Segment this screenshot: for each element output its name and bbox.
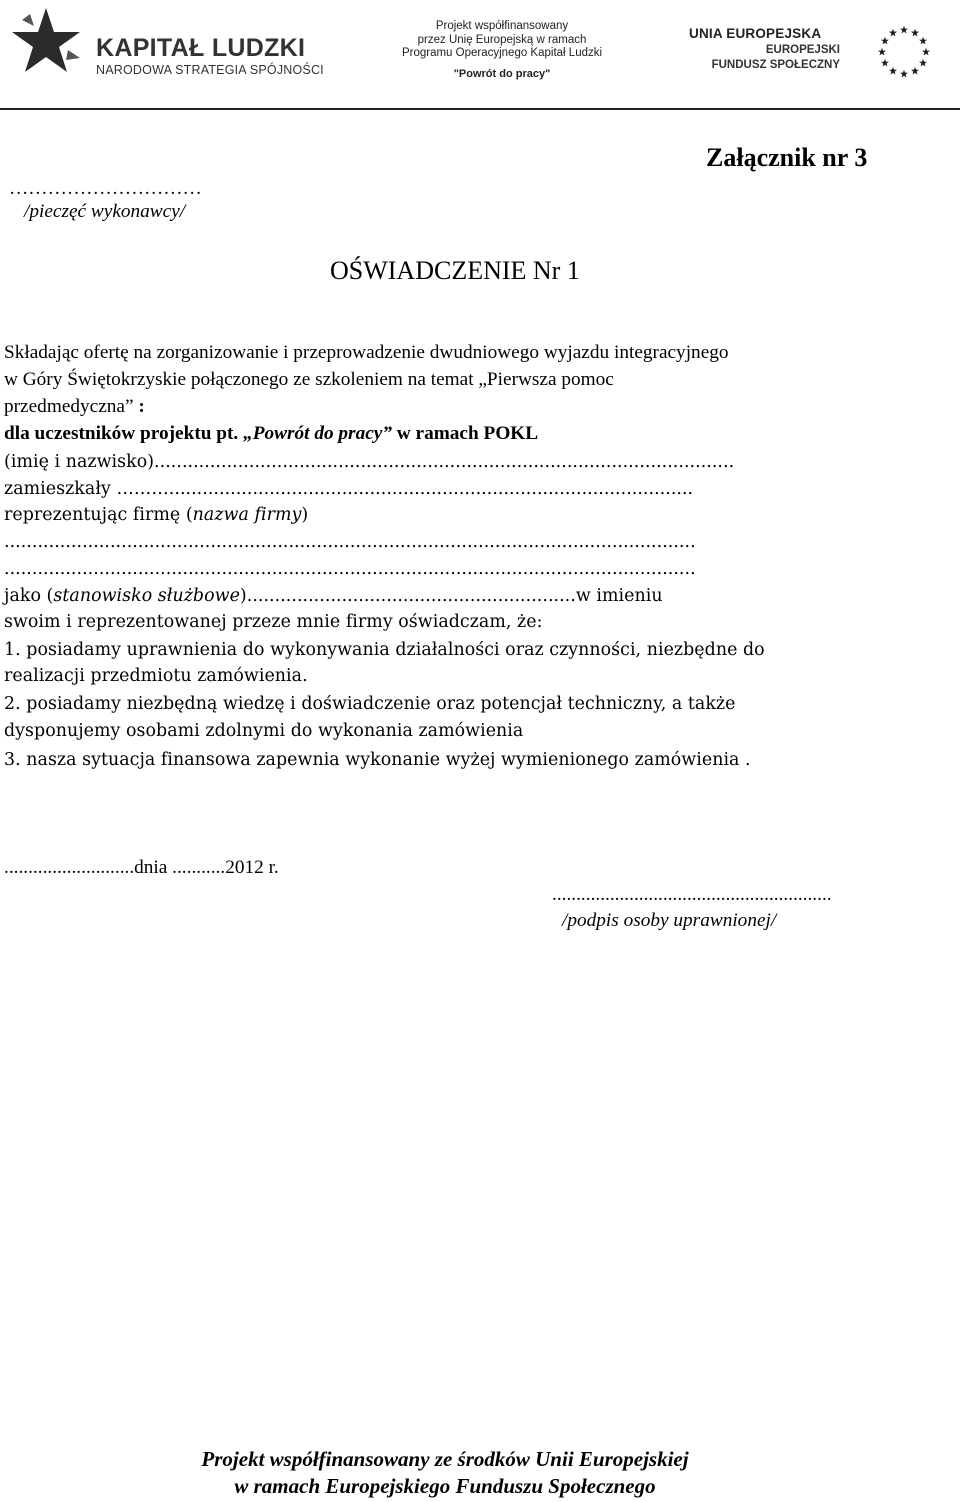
declaration-1: 1. posiadamy uprawnienia do wykonywania działalności oraz czynności, niezbędne do: [4, 640, 765, 660]
eu-star-icon: [881, 59, 889, 67]
eu-logo-title: UNIA EUROPEJSKA: [689, 26, 822, 41]
body-line-4: [4, 422, 538, 446]
signature-label: /podpis osoby uprawnionej/: [562, 910, 777, 931]
position-label: jako (: [4, 586, 54, 606]
residence-ellipsis: ………: [116, 479, 169, 499]
project-name: „Powrót do pracy”: [243, 423, 392, 444]
eu-star-icon: [919, 59, 927, 67]
name-field-line: (imię i nazwisko)........................................................................................................: [4, 452, 735, 472]
position-label-italic: stanowisko służbowe: [53, 586, 240, 606]
declaration-1-cont: realizacji przedmiotu zamówienia.: [4, 666, 308, 686]
position-field-line: [4, 584, 663, 608]
body-line-3-colon: :: [133, 396, 145, 417]
company-label-italic: nazwa firmy: [192, 505, 302, 525]
project-logo-line2: przez Unię Europejską w ramach: [417, 33, 587, 46]
residence-label: zamieszkały: [4, 479, 117, 499]
body-line-1: Składając ofertę na zorganizowanie i przeprowadzenie dwudniowego wyjazdu integracyjnego: [4, 342, 729, 363]
footer-line-2: w ramach Europejskiego Funduszu Społecznego: [234, 1474, 656, 1498]
company-dots-line-1: ............................................................................................................................: [4, 532, 696, 552]
residence-dots: ..............................................................................................: [168, 479, 694, 499]
eu-star-icon: [919, 37, 927, 45]
eu-social-fund-logo: [686, 22, 936, 82]
eu-star-icon: [911, 29, 919, 37]
eu-star-icon: [911, 67, 919, 75]
eu-star-icon: [881, 37, 889, 45]
project-intro: dla uczestników projektu pt.: [4, 423, 244, 444]
project-logo-line3: Programu Operacyjnego Kapitał Ludzki: [401, 47, 603, 59]
kapital-ludzki-title: KAPITAŁ LUDZKI: [96, 34, 306, 62]
kapital-ludzki-logo: [8, 6, 338, 76]
declaration-3: 3. nasza sytuacja finansowa zapewnia wykonanie wyżej wymienionego zamówienia .: [4, 750, 751, 770]
project-logo-line1: Projekt współfinansowany: [435, 20, 569, 32]
date-line: ...........................dnia ...........2012 r.: [4, 857, 279, 878]
project-cofinanced-logo: [392, 20, 612, 82]
residence-field-line: [4, 477, 693, 501]
eu-star-icon: [900, 70, 908, 78]
company-label: reprezentując firmę (: [4, 505, 193, 525]
annex-number: Załącznik nr 3: [706, 143, 868, 172]
stamp-placeholder: …………………………: [9, 178, 202, 199]
position-dots: )...........................................................w imieniu: [239, 586, 663, 606]
body-line-2: w Góry Świętokrzyskie połączonego ze szkoleniem na temat „Pierwsza pomoc: [4, 369, 614, 390]
header-divider: [0, 108, 960, 110]
document-title: OŚWIADCZENIE Nr 1: [330, 256, 580, 285]
project-logo-name: "Powrót do pracy": [453, 67, 551, 80]
eu-star-icon: [900, 26, 908, 34]
footer-line-1: Projekt współfinansowany ze środków Unii Europejskiej: [201, 1447, 689, 1471]
signature-placeholder: ..........................................................: [552, 884, 832, 905]
company-label-close: ): [301, 505, 309, 525]
eu-star-icon: [922, 48, 930, 56]
eu-star-icon: [889, 29, 897, 37]
body-line-3-text: przedmedyczna”: [4, 396, 134, 417]
stamp-label: /pieczęć wykonawcy/: [24, 201, 186, 222]
kapital-ludzki-star-icon: [8, 6, 88, 78]
declaration-2-cont: dysponujemy osobami zdolnymi do wykonania zamówienia: [4, 721, 524, 741]
project-program: w ramach POKL: [391, 423, 539, 444]
eu-stars-icon: [874, 22, 934, 82]
eu-star-icon: [889, 67, 897, 75]
eu-logo-line1: EUROPEJSKI: [765, 44, 840, 56]
body-line-11: swoim i reprezentowanej przeze mnie firmy oświadczam, że:: [4, 612, 543, 632]
company-field-line: [4, 503, 308, 527]
declaration-2: 2. posiadamy niezbędną wiedzę i doświadczenie oraz potencjał techniczny, a także: [4, 694, 736, 714]
body-line-3: [4, 395, 145, 419]
kapital-ludzki-subtitle: NARODOWA STRATEGIA SPÓJNOŚCI: [96, 63, 324, 77]
eu-logo-line2: FUNDUSZ SPOŁECZNY: [711, 59, 840, 71]
company-dots-line-2: ............................................................................................................................: [4, 559, 696, 579]
eu-star-icon: [878, 48, 886, 56]
